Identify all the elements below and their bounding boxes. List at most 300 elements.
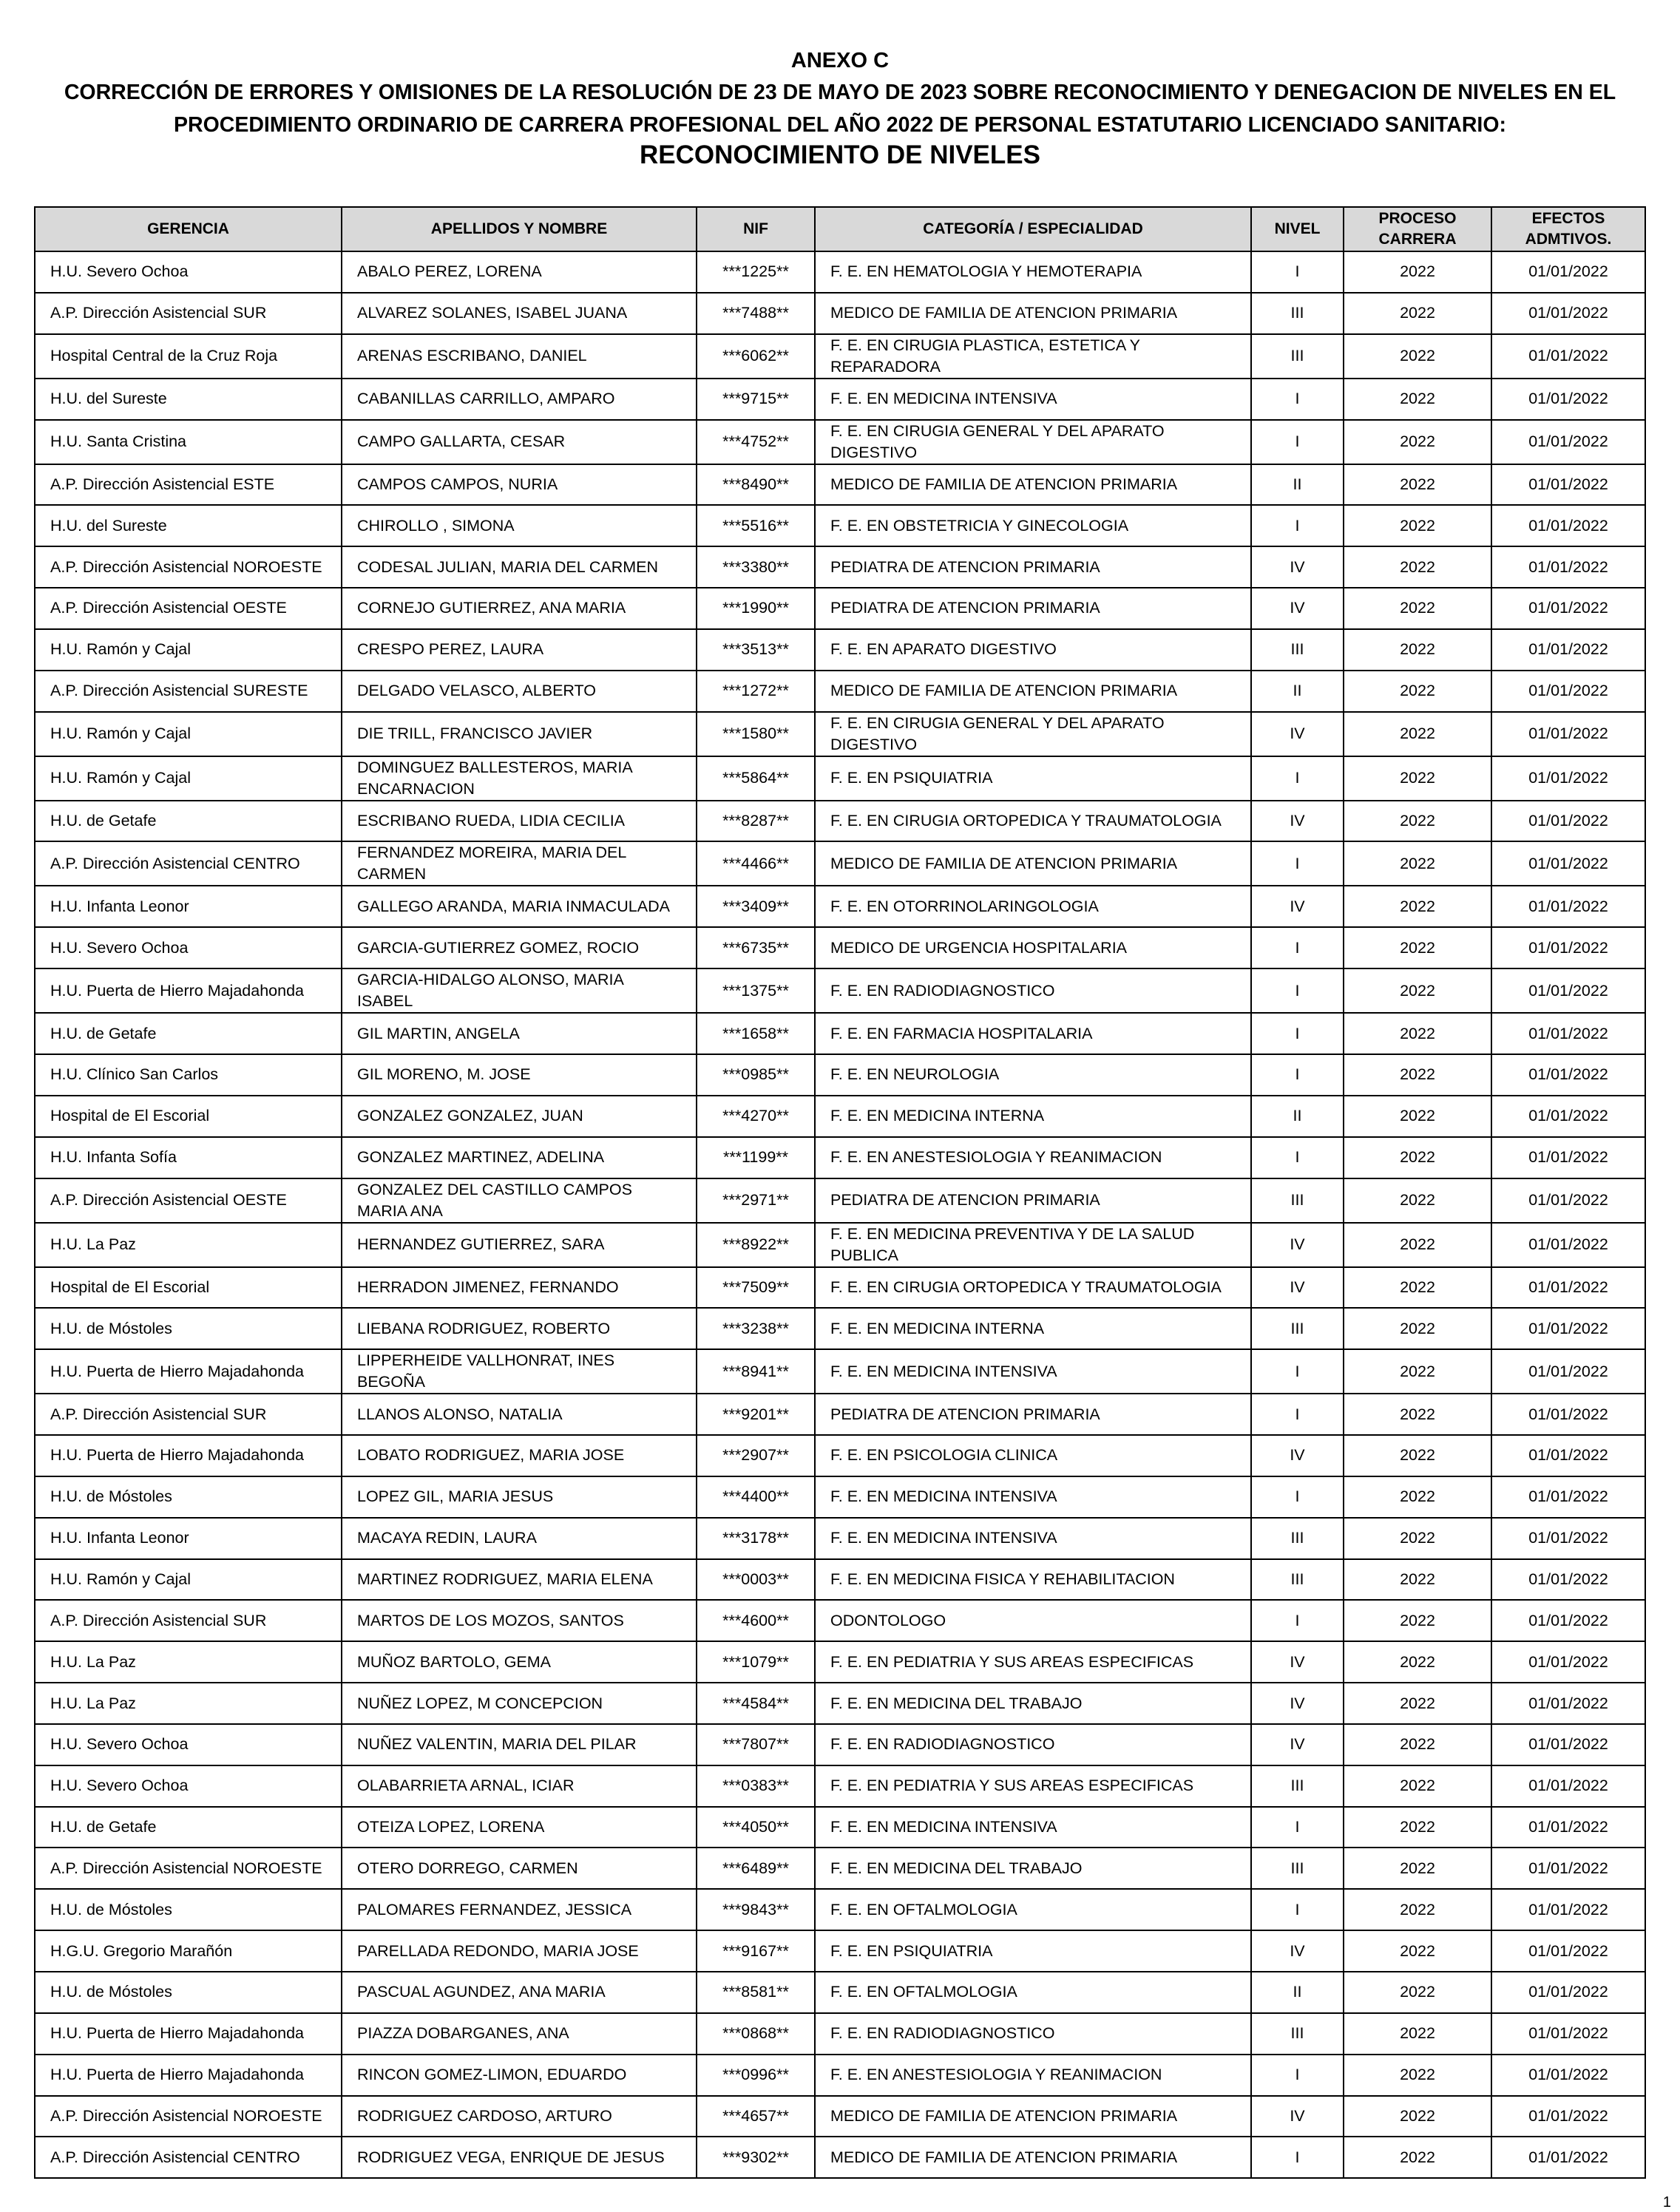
cell-nivel: II	[1251, 1972, 1344, 2013]
cell-proceso: 2022	[1344, 1518, 1491, 1559]
cell-proceso: 2022	[1344, 588, 1491, 629]
cell-apellidos-nombre: GONZALEZ DEL CASTILLO CAMPOS MARIA ANA	[342, 1178, 697, 1223]
document-title	[0, 76, 1680, 141]
cell-apellidos-nombre: RINCON GOMEZ-LIMON, EDUARDO	[342, 2055, 697, 2096]
cell-proceso: 2022	[1344, 1559, 1491, 1601]
cell-proceso: 2022	[1344, 251, 1491, 293]
cell-proceso: 2022	[1344, 334, 1491, 379]
cell-apellidos-nombre: LLANOS ALONSO, NATALIA	[342, 1394, 697, 1435]
table-row	[35, 1683, 1645, 1724]
cell-apellidos-nombre: PALOMARES FERNANDEZ, JESSICA	[342, 1889, 697, 1930]
cell-apellidos-nombre: OTEIZA LOPEZ, LORENA	[342, 1807, 697, 1848]
cell-gerencia: A.P. Dirección Asistencial NOROESTE	[35, 546, 342, 588]
cell-apellidos-nombre: HERNANDEZ GUTIERREZ, SARA	[342, 1223, 697, 1267]
cell-gerencia: H.U. Ramón y Cajal	[35, 629, 342, 671]
cell-categoria: F. E. EN OFTALMOLOGIA	[815, 1889, 1251, 1930]
cell-efectos: 01/01/2022	[1491, 1848, 1645, 1889]
cell-proceso: 2022	[1344, 1600, 1491, 1641]
cell-categoria: F. E. EN MEDICINA FISICA Y REHABILITACION	[815, 1559, 1251, 1601]
cell-categoria: ODONTOLOGO	[815, 1600, 1251, 1641]
cell-gerencia: A.P. Dirección Asistencial NOROESTE	[35, 1848, 342, 1889]
table-row	[35, 546, 1645, 588]
cell-gerencia: H.U. de Móstoles	[35, 1476, 342, 1518]
cell-efectos: 01/01/2022	[1491, 1435, 1645, 1476]
cell-nivel: I	[1251, 968, 1344, 1013]
cell-categoria: F. E. EN RADIODIAGNOSTICO	[815, 968, 1251, 1013]
table-row	[35, 251, 1645, 293]
cell-efectos: 01/01/2022	[1491, 1223, 1645, 1267]
cell-proceso: 2022	[1344, 1889, 1491, 1930]
cell-proceso: 2022	[1344, 2013, 1491, 2055]
cell-apellidos-nombre: GIL MARTIN, ANGELA	[342, 1013, 697, 1054]
cell-apellidos-nombre: DIE TRILL, FRANCISCO JAVIER	[342, 712, 697, 756]
cell-gerencia: H.U. Santa Cristina	[35, 420, 342, 464]
table-row	[35, 1267, 1645, 1309]
cell-efectos: 01/01/2022	[1491, 2013, 1645, 2055]
cell-nif: ***8287**	[697, 801, 815, 842]
cell-proceso: 2022	[1344, 2055, 1491, 2096]
cell-apellidos-nombre: ABALO PEREZ, LORENA	[342, 251, 697, 293]
cell-efectos: 01/01/2022	[1491, 420, 1645, 464]
cell-proceso: 2022	[1344, 1435, 1491, 1476]
cell-nivel: III	[1251, 1848, 1344, 1889]
cell-efectos: 01/01/2022	[1491, 1178, 1645, 1223]
cell-nivel: I	[1251, 1054, 1344, 1096]
cell-nivel: IV	[1251, 1267, 1344, 1309]
cell-gerencia: H.U. Severo Ochoa	[35, 927, 342, 968]
cell-categoria: PEDIATRA DE ATENCION PRIMARIA	[815, 546, 1251, 588]
cell-apellidos-nombre: ALVAREZ SOLANES, ISABEL JUANA	[342, 293, 697, 334]
cell-gerencia: A.P. Dirección Asistencial ESTE	[35, 464, 342, 506]
cell-proceso: 2022	[1344, 1054, 1491, 1096]
cell-gerencia: H.U. Severo Ochoa	[35, 251, 342, 293]
cell-efectos: 01/01/2022	[1491, 1267, 1645, 1309]
cell-efectos: 01/01/2022	[1491, 1096, 1645, 1137]
cell-categoria: F. E. EN MEDICINA INTENSIVA	[815, 1807, 1251, 1848]
cell-gerencia: A.P. Dirección Asistencial SUR	[35, 1600, 342, 1641]
cell-proceso: 2022	[1344, 1641, 1491, 1683]
cell-gerencia: H.U. del Sureste	[35, 505, 342, 546]
cell-nivel: III	[1251, 293, 1344, 334]
col-header-efectos-admtivos: EFECTOS ADMTIVOS.	[1491, 207, 1645, 251]
cell-gerencia: H.U. Ramón y Cajal	[35, 712, 342, 756]
cell-proceso: 2022	[1344, 712, 1491, 756]
cell-nif: ***0996**	[697, 2055, 815, 2096]
cell-nif: ***9843**	[697, 1889, 815, 1930]
cell-nif: ***0985**	[697, 1054, 815, 1096]
cell-efectos: 01/01/2022	[1491, 464, 1645, 506]
cell-nif: ***5864**	[697, 756, 815, 801]
cell-gerencia: H.U. Severo Ochoa	[35, 1724, 342, 1765]
cell-apellidos-nombre: PARELLADA REDONDO, MARIA JOSE	[342, 1930, 697, 1972]
cell-proceso: 2022	[1344, 1178, 1491, 1223]
cell-apellidos-nombre: HERRADON JIMENEZ, FERNANDO	[342, 1267, 697, 1309]
cell-gerencia: A.P. Dirección Asistencial CENTRO	[35, 2137, 342, 2178]
cell-proceso: 2022	[1344, 968, 1491, 1013]
table-row	[35, 756, 1645, 801]
cell-apellidos-nombre: CAMPOS CAMPOS, NURIA	[342, 464, 697, 506]
cell-categoria: F. E. EN PEDIATRIA Y SUS AREAS ESPECIFICAS	[815, 1641, 1251, 1683]
cell-nif: ***7807**	[697, 1724, 815, 1765]
cell-nivel: II	[1251, 464, 1344, 506]
cell-nif: ***2907**	[697, 1435, 815, 1476]
table-row	[35, 1476, 1645, 1518]
cell-proceso: 2022	[1344, 546, 1491, 588]
cell-nif: ***4466**	[697, 841, 815, 886]
cell-apellidos-nombre: RODRIGUEZ CARDOSO, ARTURO	[342, 2096, 697, 2137]
cell-categoria: F. E. EN MEDICINA DEL TRABAJO	[815, 1848, 1251, 1889]
annex-label: ANEXO C	[790, 49, 890, 72]
cell-efectos: 01/01/2022	[1491, 1765, 1645, 1807]
cell-nif: ***4657**	[697, 2096, 815, 2137]
cell-proceso: 2022	[1344, 379, 1491, 420]
cell-gerencia: H.U. Puerta de Hierro Majadahonda	[35, 2013, 342, 2055]
cell-nivel: I	[1251, 1013, 1344, 1054]
cell-gerencia: H.U. Severo Ochoa	[35, 1765, 342, 1807]
table-row	[35, 1972, 1645, 2013]
cell-efectos: 01/01/2022	[1491, 886, 1645, 927]
cell-efectos: 01/01/2022	[1491, 1807, 1645, 1848]
cell-nif: ***2971**	[697, 1178, 815, 1223]
cell-efectos: 01/01/2022	[1491, 1054, 1645, 1096]
cell-gerencia: Hospital de El Escorial	[35, 1267, 342, 1309]
cell-nivel: III	[1251, 1178, 1344, 1223]
cell-nif: ***3513**	[697, 629, 815, 671]
cell-gerencia: H.U. La Paz	[35, 1683, 342, 1724]
cell-categoria: F. E. EN MEDICINA PREVENTIVA Y DE LA SALUD PUBLICA	[815, 1223, 1251, 1267]
cell-nif: ***3380**	[697, 546, 815, 588]
cell-categoria: F. E. EN NEUROLOGIA	[815, 1054, 1251, 1096]
cell-gerencia: H.U. de Móstoles	[35, 1889, 342, 1930]
table-row	[35, 1096, 1645, 1137]
cell-proceso: 2022	[1344, 293, 1491, 334]
cell-gerencia: A.P. Dirección Asistencial SURESTE	[35, 671, 342, 712]
cell-categoria: F. E. EN CIRUGIA GENERAL Y DEL APARATO DIGESTIVO	[815, 420, 1251, 464]
cell-categoria: F. E. EN CIRUGIA ORTOPEDICA Y TRAUMATOLOGIA	[815, 1267, 1251, 1309]
cell-apellidos-nombre: LOPEZ GIL, MARIA JESUS	[342, 1476, 697, 1518]
cell-efectos: 01/01/2022	[1491, 505, 1645, 546]
cell-efectos: 01/01/2022	[1491, 712, 1645, 756]
cell-categoria: F. E. EN CIRUGIA ORTOPEDICA Y TRAUMATOLOGIA	[815, 801, 1251, 842]
table-row	[35, 1308, 1645, 1349]
cell-apellidos-nombre: CORNEJO GUTIERREZ, ANA MARIA	[342, 588, 697, 629]
cell-proceso: 2022	[1344, 886, 1491, 927]
cell-gerencia: H.U. Infanta Leonor	[35, 886, 342, 927]
table-row	[35, 1394, 1645, 1435]
cell-nif: ***6735**	[697, 927, 815, 968]
table-row	[35, 712, 1645, 756]
cell-nivel: I	[1251, 1137, 1344, 1178]
cell-nif: ***9302**	[697, 2137, 815, 2178]
cell-apellidos-nombre: GONZALEZ GONZALEZ, JUAN	[342, 1096, 697, 1137]
cell-proceso: 2022	[1344, 1848, 1491, 1889]
cell-proceso: 2022	[1344, 1223, 1491, 1267]
cell-proceso: 2022	[1344, 1476, 1491, 1518]
cell-efectos: 01/01/2022	[1491, 968, 1645, 1013]
cell-nivel: I	[1251, 756, 1344, 801]
cell-gerencia: H.U. de Getafe	[35, 1013, 342, 1054]
cell-categoria: PEDIATRA DE ATENCION PRIMARIA	[815, 588, 1251, 629]
cell-categoria: MEDICO DE FAMILIA DE ATENCION PRIMARIA	[815, 293, 1251, 334]
table-header-row	[35, 207, 1645, 251]
cell-nivel: IV	[1251, 801, 1344, 842]
cell-efectos: 01/01/2022	[1491, 756, 1645, 801]
cell-nif: ***4584**	[697, 1683, 815, 1724]
cell-categoria: F. E. EN MEDICINA INTERNA	[815, 1096, 1251, 1137]
cell-categoria: F. E. EN MEDICINA INTENSIVA	[815, 1518, 1251, 1559]
cell-nivel: III	[1251, 1308, 1344, 1349]
cell-nif: ***6489**	[697, 1848, 815, 1889]
cell-nivel: I	[1251, 1807, 1344, 1848]
cell-gerencia: H.U. Puerta de Hierro Majadahonda	[35, 968, 342, 1013]
table-row	[35, 1600, 1645, 1641]
table-row	[35, 334, 1645, 379]
table-row	[35, 629, 1645, 671]
table-row	[35, 1807, 1645, 1848]
cell-nif: ***7488**	[697, 293, 815, 334]
table-row	[35, 1349, 1645, 1394]
cell-efectos: 01/01/2022	[1491, 251, 1645, 293]
cell-nivel: I	[1251, 2055, 1344, 2096]
cell-nivel: I	[1251, 1349, 1344, 1394]
cell-apellidos-nombre: GARCIA-GUTIERREZ GOMEZ, ROCIO	[342, 927, 697, 968]
cell-gerencia: A.P. Dirección Asistencial SUR	[35, 293, 342, 334]
cell-gerencia: H.U. de Móstoles	[35, 1972, 342, 2013]
cell-nif: ***4752**	[697, 420, 815, 464]
cell-nivel: I	[1251, 420, 1344, 464]
cell-efectos: 01/01/2022	[1491, 1394, 1645, 1435]
cell-apellidos-nombre: GARCIA-HIDALGO ALONSO, MARIA ISABEL	[342, 968, 697, 1013]
cell-proceso: 2022	[1344, 1972, 1491, 2013]
cell-efectos: 01/01/2022	[1491, 1137, 1645, 1178]
col-header-apellidos-nombre: APELLIDOS Y NOMBRE	[342, 207, 697, 251]
table-row	[35, 420, 1645, 464]
cell-gerencia: H.G.U. Gregorio Marañón	[35, 1930, 342, 1972]
table-row	[35, 801, 1645, 842]
col-header-gerencia: GERENCIA	[35, 207, 342, 251]
cell-categoria: F. E. EN RADIODIAGNOSTICO	[815, 1724, 1251, 1765]
cell-proceso: 2022	[1344, 464, 1491, 506]
cell-nivel: I	[1251, 379, 1344, 420]
cell-proceso: 2022	[1344, 1349, 1491, 1394]
cell-nivel: I	[1251, 1600, 1344, 1641]
table-row	[35, 1724, 1645, 1765]
col-header-nif: NIF	[697, 207, 815, 251]
cell-nif: ***1375**	[697, 968, 815, 1013]
cell-apellidos-nombre: MUÑOZ BARTOLO, GEMA	[342, 1641, 697, 1683]
cell-efectos: 01/01/2022	[1491, 2055, 1645, 2096]
cell-gerencia: H.U. Infanta Leonor	[35, 1518, 342, 1559]
cell-categoria: F. E. EN HEMATOLOGIA Y HEMOTERAPIA	[815, 251, 1251, 293]
table-row	[35, 1930, 1645, 1972]
cell-proceso: 2022	[1344, 1096, 1491, 1137]
cell-categoria: F. E. EN CIRUGIA GENERAL Y DEL APARATO DIGESTIVO	[815, 712, 1251, 756]
cell-proceso: 2022	[1344, 1308, 1491, 1349]
cell-efectos: 01/01/2022	[1491, 1518, 1645, 1559]
table-row	[35, 886, 1645, 927]
cell-categoria: F. E. EN PSICOLOGIA CLINICA	[815, 1435, 1251, 1476]
cell-efectos: 01/01/2022	[1491, 1308, 1645, 1349]
cell-efectos: 01/01/2022	[1491, 1013, 1645, 1054]
cell-categoria: F. E. EN OTORRINOLARINGOLOGIA	[815, 886, 1251, 927]
cell-efectos: 01/01/2022	[1491, 546, 1645, 588]
cell-nif: ***9201**	[697, 1394, 815, 1435]
cell-proceso: 2022	[1344, 1394, 1491, 1435]
cell-apellidos-nombre: NUÑEZ LOPEZ, M CONCEPCION	[342, 1683, 697, 1724]
table-row	[35, 464, 1645, 506]
cell-nif: ***1272**	[697, 671, 815, 712]
cell-categoria: F. E. EN MEDICINA DEL TRABAJO	[815, 1683, 1251, 1724]
table-row	[35, 2137, 1645, 2178]
cell-efectos: 01/01/2022	[1491, 1600, 1645, 1641]
levels-table	[34, 206, 1646, 2179]
cell-categoria: F. E. EN PEDIATRIA Y SUS AREAS ESPECIFICAS	[815, 1765, 1251, 1807]
cell-apellidos-nombre: CODESAL JULIAN, MARIA DEL CARMEN	[342, 546, 697, 588]
cell-apellidos-nombre: PASCUAL AGUNDEZ, ANA MARIA	[342, 1972, 697, 2013]
cell-nif: ***1225**	[697, 251, 815, 293]
cell-nif: ***4050**	[697, 1807, 815, 1848]
cell-efectos: 01/01/2022	[1491, 1889, 1645, 1930]
cell-nivel: IV	[1251, 1641, 1344, 1683]
cell-nivel: I	[1251, 927, 1344, 968]
cell-proceso: 2022	[1344, 756, 1491, 801]
cell-gerencia: H.U. Puerta de Hierro Majadahonda	[35, 1435, 342, 1476]
cell-categoria: MEDICO DE FAMILIA DE ATENCION PRIMARIA	[815, 2137, 1251, 2178]
table-row	[35, 293, 1645, 334]
cell-nif: ***8941**	[697, 1349, 815, 1394]
cell-categoria: F. E. EN MEDICINA INTERNA	[815, 1308, 1251, 1349]
cell-nif: ***7509**	[697, 1267, 815, 1309]
cell-nif: ***8581**	[697, 1972, 815, 2013]
document-title-line-2: PROCEDIMIENTO ORDINARIO DE CARRERA PROFESIONAL DEL AÑO 2022 DE PERSONAL ESTATUTARIO LICENCIADO SANITARIO:	[174, 113, 1506, 137]
cell-apellidos-nombre: LOBATO RODRIGUEZ, MARIA JOSE	[342, 1435, 697, 1476]
cell-categoria: F. E. EN ANESTESIOLOGIA Y REANIMACION	[815, 1137, 1251, 1178]
cell-nif: ***0003**	[697, 1559, 815, 1601]
cell-efectos: 01/01/2022	[1491, 1641, 1645, 1683]
cell-nivel: I	[1251, 2137, 1344, 2178]
cell-nif: ***9167**	[697, 1930, 815, 1972]
cell-apellidos-nombre: FERNANDEZ MOREIRA, MARIA DEL CARMEN	[342, 841, 697, 886]
cell-nif: ***1990**	[697, 588, 815, 629]
cell-categoria: F. E. EN FARMACIA HOSPITALARIA	[815, 1013, 1251, 1054]
cell-proceso: 2022	[1344, 801, 1491, 842]
cell-gerencia: H.U. de Móstoles	[35, 1308, 342, 1349]
cell-proceso: 2022	[1344, 505, 1491, 546]
cell-apellidos-nombre: DELGADO VELASCO, ALBERTO	[342, 671, 697, 712]
cell-apellidos-nombre: LIPPERHEIDE VALLHONRAT, INES BEGOÑA	[342, 1349, 697, 1394]
cell-nivel: IV	[1251, 1930, 1344, 1972]
cell-proceso: 2022	[1344, 2137, 1491, 2178]
cell-efectos: 01/01/2022	[1491, 671, 1645, 712]
cell-nif: ***4400**	[697, 1476, 815, 1518]
cell-apellidos-nombre: GALLEGO ARANDA, MARIA INMACULADA	[342, 886, 697, 927]
table-row	[35, 1889, 1645, 1930]
cell-categoria: F. E. EN CIRUGIA PLASTICA, ESTETICA Y REPARADORA	[815, 334, 1251, 379]
table-row	[35, 2096, 1645, 2137]
cell-efectos: 01/01/2022	[1491, 293, 1645, 334]
cell-nivel: I	[1251, 505, 1344, 546]
cell-nif: ***4270**	[697, 1096, 815, 1137]
cell-nivel: I	[1251, 251, 1344, 293]
cell-apellidos-nombre: MARTOS DE LOS MOZOS, SANTOS	[342, 1600, 697, 1641]
cell-categoria: MEDICO DE FAMILIA DE ATENCION PRIMARIA	[815, 464, 1251, 506]
cell-gerencia: H.U. del Sureste	[35, 379, 342, 420]
cell-apellidos-nombre: MARTINEZ RODRIGUEZ, MARIA ELENA	[342, 1559, 697, 1601]
cell-apellidos-nombre: DOMINGUEZ BALLESTEROS, MARIA ENCARNACION	[342, 756, 697, 801]
cell-apellidos-nombre: RODRIGUEZ VEGA, ENRIQUE DE JESUS	[342, 2137, 697, 2178]
cell-nivel: III	[1251, 334, 1344, 379]
cell-nivel: III	[1251, 629, 1344, 671]
cell-categoria: F. E. EN PSIQUIATRIA	[815, 756, 1251, 801]
cell-nivel: IV	[1251, 1435, 1344, 1476]
table-row	[35, 1641, 1645, 1683]
cell-nif: ***0868**	[697, 2013, 815, 2055]
cell-gerencia: H.U. Ramón y Cajal	[35, 1559, 342, 1601]
cell-gerencia: H.U. La Paz	[35, 1641, 342, 1683]
cell-gerencia: H.U. Puerta de Hierro Majadahonda	[35, 1349, 342, 1394]
cell-proceso: 2022	[1344, 1013, 1491, 1054]
cell-efectos: 01/01/2022	[1491, 801, 1645, 842]
table-row	[35, 1435, 1645, 1476]
cell-nivel: III	[1251, 1559, 1344, 1601]
cell-nif: ***9715**	[697, 379, 815, 420]
cell-gerencia: Hospital de El Escorial	[35, 1096, 342, 1137]
cell-proceso: 2022	[1344, 1683, 1491, 1724]
cell-apellidos-nombre: NUÑEZ VALENTIN, MARIA DEL PILAR	[342, 1724, 697, 1765]
table-row	[35, 1054, 1645, 1096]
cell-apellidos-nombre: PIAZZA DOBARGANES, ANA	[342, 2013, 697, 2055]
cell-nivel: III	[1251, 1765, 1344, 1807]
col-header-categoria-especialidad: CATEGORÍA / ESPECIALIDAD	[815, 207, 1251, 251]
cell-nif: ***4600**	[697, 1600, 815, 1641]
cell-nivel: IV	[1251, 1223, 1344, 1267]
cell-gerencia: H.U. Infanta Sofía	[35, 1137, 342, 1178]
cell-apellidos-nombre: GIL MORENO, M. JOSE	[342, 1054, 697, 1096]
table-row	[35, 379, 1645, 420]
cell-gerencia: A.P. Dirección Asistencial CENTRO	[35, 841, 342, 886]
cell-proceso: 2022	[1344, 1807, 1491, 1848]
cell-nif: ***1199**	[697, 1137, 815, 1178]
table-row	[35, 588, 1645, 629]
cell-proceso: 2022	[1344, 927, 1491, 968]
cell-nivel: I	[1251, 1889, 1344, 1930]
cell-gerencia: H.U. de Getafe	[35, 1807, 342, 1848]
cell-nivel: I	[1251, 1476, 1344, 1518]
page-number: 1	[1662, 2194, 1671, 2211]
cell-efectos: 01/01/2022	[1491, 1559, 1645, 1601]
cell-categoria: F. E. EN OFTALMOLOGIA	[815, 1972, 1251, 2013]
cell-categoria: MEDICO DE FAMILIA DE ATENCION PRIMARIA	[815, 841, 1251, 886]
cell-apellidos-nombre: OTERO DORREGO, CARMEN	[342, 1848, 697, 1889]
cell-efectos: 01/01/2022	[1491, 1972, 1645, 2013]
cell-gerencia: H.U. Ramón y Cajal	[35, 756, 342, 801]
cell-nivel: III	[1251, 1518, 1344, 1559]
cell-nif: ***3238**	[697, 1308, 815, 1349]
cell-proceso: 2022	[1344, 1137, 1491, 1178]
cell-nivel: IV	[1251, 712, 1344, 756]
document-subtitle: RECONOCIMIENTO DE NIVELES	[640, 140, 1040, 169]
cell-categoria: F. E. EN MEDICINA INTENSIVA	[815, 1349, 1251, 1394]
table-row	[35, 1178, 1645, 1223]
table-row	[35, 505, 1645, 546]
cell-gerencia: H.U. Clínico San Carlos	[35, 1054, 342, 1096]
cell-proceso: 2022	[1344, 2096, 1491, 2137]
cell-efectos: 01/01/2022	[1491, 334, 1645, 379]
cell-categoria: F. E. EN APARATO DIGESTIVO	[815, 629, 1251, 671]
cell-categoria: F. E. EN PSIQUIATRIA	[815, 1930, 1251, 1972]
cell-categoria: MEDICO DE FAMILIA DE ATENCION PRIMARIA	[815, 2096, 1251, 2137]
cell-gerencia: H.U. de Getafe	[35, 801, 342, 842]
